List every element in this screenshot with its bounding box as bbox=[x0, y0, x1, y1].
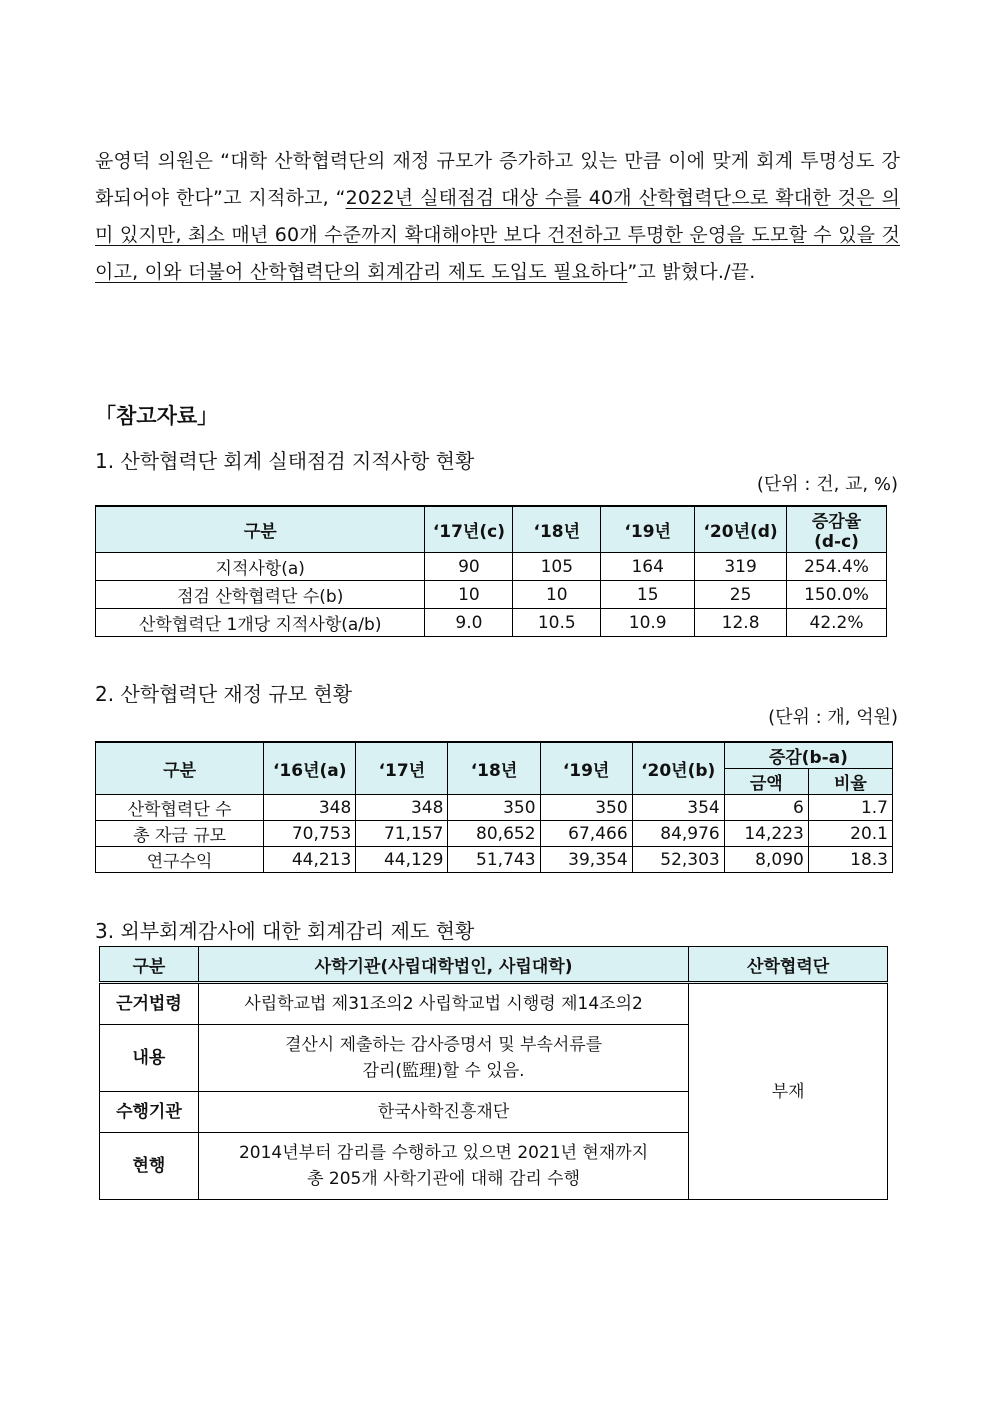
table-row bbox=[96, 609, 887, 637]
table-row bbox=[96, 821, 893, 847]
header-line: 증감율 bbox=[811, 512, 862, 532]
cell bbox=[198, 1133, 688, 1200]
cell: 6 bbox=[724, 795, 808, 821]
cell: 254.4% bbox=[787, 553, 887, 581]
cell bbox=[198, 1025, 688, 1092]
cell: 1.7 bbox=[808, 795, 892, 821]
cell: 319 bbox=[695, 553, 787, 581]
table-header-row bbox=[96, 506, 887, 553]
row-label: 현행 bbox=[100, 1133, 199, 1200]
header-cell: ‘17년(c) bbox=[425, 506, 513, 553]
closing-paragraph bbox=[95, 143, 900, 291]
cell: 10 bbox=[425, 581, 513, 609]
row-label: 내용 bbox=[100, 1025, 199, 1092]
cell: 348 bbox=[264, 795, 356, 821]
cell-line: 2014년부터 감리를 수행하고 있으면 2021년 현재까지 bbox=[238, 1143, 649, 1163]
section1-unit: (단위 : 건, 교, %) bbox=[756, 474, 898, 495]
cell-line: 결산시 제출하는 감사증명서 및 부속서류를 bbox=[284, 1035, 603, 1055]
audit-findings-table bbox=[95, 505, 887, 637]
cell: 10.9 bbox=[601, 609, 695, 637]
header-line: (d-c) bbox=[814, 532, 859, 552]
table-row bbox=[100, 983, 888, 1025]
header-cell: ‘16년(a) bbox=[264, 742, 356, 795]
section3-title: 3. 외부회계감사에 대한 회계감리 제도 현황 bbox=[95, 919, 475, 943]
row-label: 수행기관 bbox=[100, 1092, 199, 1133]
cell: 한국사학진흥재단 bbox=[198, 1092, 688, 1133]
cell: 164 bbox=[601, 553, 695, 581]
header-cell: ‘20년(d) bbox=[695, 506, 787, 553]
table-header-row bbox=[96, 742, 893, 769]
table-row bbox=[96, 553, 887, 581]
cell: 350 bbox=[540, 795, 632, 821]
cell: 사립학교법 제31조의2 사립학교법 시행령 제14조의2 bbox=[198, 983, 688, 1025]
cell: 348 bbox=[356, 795, 448, 821]
cell: 80,652 bbox=[448, 821, 540, 847]
paragraph-text-2: ”고 밝혔다./끝. bbox=[627, 261, 756, 283]
header-cell: 금액 bbox=[724, 769, 808, 795]
cell: 9.0 bbox=[425, 609, 513, 637]
row-label: 산학협력단 1개당 지적사항(a/b) bbox=[96, 609, 425, 637]
cell: 10.5 bbox=[513, 609, 601, 637]
cell: 84,976 bbox=[632, 821, 724, 847]
cell: 90 bbox=[425, 553, 513, 581]
cell: 39,354 bbox=[540, 847, 632, 873]
cell: 12.8 bbox=[695, 609, 787, 637]
cell: 150.0% bbox=[787, 581, 887, 609]
cell: 44,213 bbox=[264, 847, 356, 873]
header-cell: ‘20년(b) bbox=[632, 742, 724, 795]
header-cell: 증감(b-a) bbox=[724, 742, 892, 769]
row-label: 점검 산학협력단 수(b) bbox=[96, 581, 425, 609]
cell: 10 bbox=[513, 581, 601, 609]
header-cell: 구분 bbox=[96, 506, 425, 553]
header-cell: 구분 bbox=[100, 947, 199, 983]
row-label: 연구수익 bbox=[96, 847, 264, 873]
row-label: 근거법령 bbox=[100, 983, 199, 1025]
cell: 350 bbox=[448, 795, 540, 821]
reference-title: 「참고자료」 bbox=[95, 404, 219, 428]
header-cell: 사학기관(사립대학법인, 사립대학) bbox=[198, 947, 688, 983]
table-row bbox=[96, 847, 893, 873]
row-label: 지적사항(a) bbox=[96, 553, 425, 581]
table-row bbox=[96, 795, 893, 821]
cell: 18.3 bbox=[808, 847, 892, 873]
finance-scale-table bbox=[95, 741, 893, 873]
cell: 354 bbox=[632, 795, 724, 821]
header-cell bbox=[787, 506, 887, 553]
cell-line: 총 205개 사학기관에 대해 감리 수행 bbox=[307, 1169, 581, 1189]
paragraph-text-1: 윤영덕 의원은 “대학 산학협력단의 재정 규모가 증가하고 있는 만큼 이에 맞게 회계 투명성도 강화되어야 한다”고 지적하고, “ bbox=[95, 150, 900, 209]
cell: 71,157 bbox=[356, 821, 448, 847]
row-label: 산학협력단 수 bbox=[96, 795, 264, 821]
cell: 105 bbox=[513, 553, 601, 581]
cell: 42.2% bbox=[787, 609, 887, 637]
header-cell: ‘17년 bbox=[356, 742, 448, 795]
cell: 70,753 bbox=[264, 821, 356, 847]
audit-system-table bbox=[99, 946, 888, 1200]
cell: 44,129 bbox=[356, 847, 448, 873]
header-cell: ‘19년 bbox=[540, 742, 632, 795]
header-cell: ‘18년 bbox=[448, 742, 540, 795]
section1-title: 1. 산학협력단 회계 실태점검 지적사항 현황 bbox=[95, 449, 475, 473]
cell: 67,466 bbox=[540, 821, 632, 847]
cell: 20.1 bbox=[808, 821, 892, 847]
section2-unit: (단위 : 개, 억원) bbox=[768, 707, 898, 728]
cell: 25 bbox=[695, 581, 787, 609]
cell: 51,743 bbox=[448, 847, 540, 873]
header-cell: 구분 bbox=[96, 742, 264, 795]
section2-title: 2. 산학협력단 재정 규모 현황 bbox=[95, 682, 353, 706]
table-header-row bbox=[100, 947, 888, 983]
cell: 14,223 bbox=[724, 821, 808, 847]
table-row bbox=[96, 581, 887, 609]
row-label: 총 자금 규모 bbox=[96, 821, 264, 847]
cell: 8,090 bbox=[724, 847, 808, 873]
header-cell: 비율 bbox=[808, 769, 892, 795]
cell: 15 bbox=[601, 581, 695, 609]
header-cell: ‘18년 bbox=[513, 506, 601, 553]
cell-line: 감리(監理)할 수 있음. bbox=[362, 1061, 525, 1081]
cell: 52,303 bbox=[632, 847, 724, 873]
header-cell: 산학협력단 bbox=[689, 947, 888, 983]
paragraph-underlined-quote: 2022년 실태점검 대상 수를 40개 산학협력단으로 확대한 것은 의미 있지만, 최소 매년 60개 수준까지 확대해야만 보다 건전하고 투명한 운영을 도모할 수 있을 것이고, 이와 더불어 산학협력단의 회계감리 제도 도입도 필요하다 bbox=[95, 187, 901, 283]
merged-cell-absent: 부재 bbox=[689, 983, 888, 1200]
header-cell: ‘19년 bbox=[601, 506, 695, 553]
